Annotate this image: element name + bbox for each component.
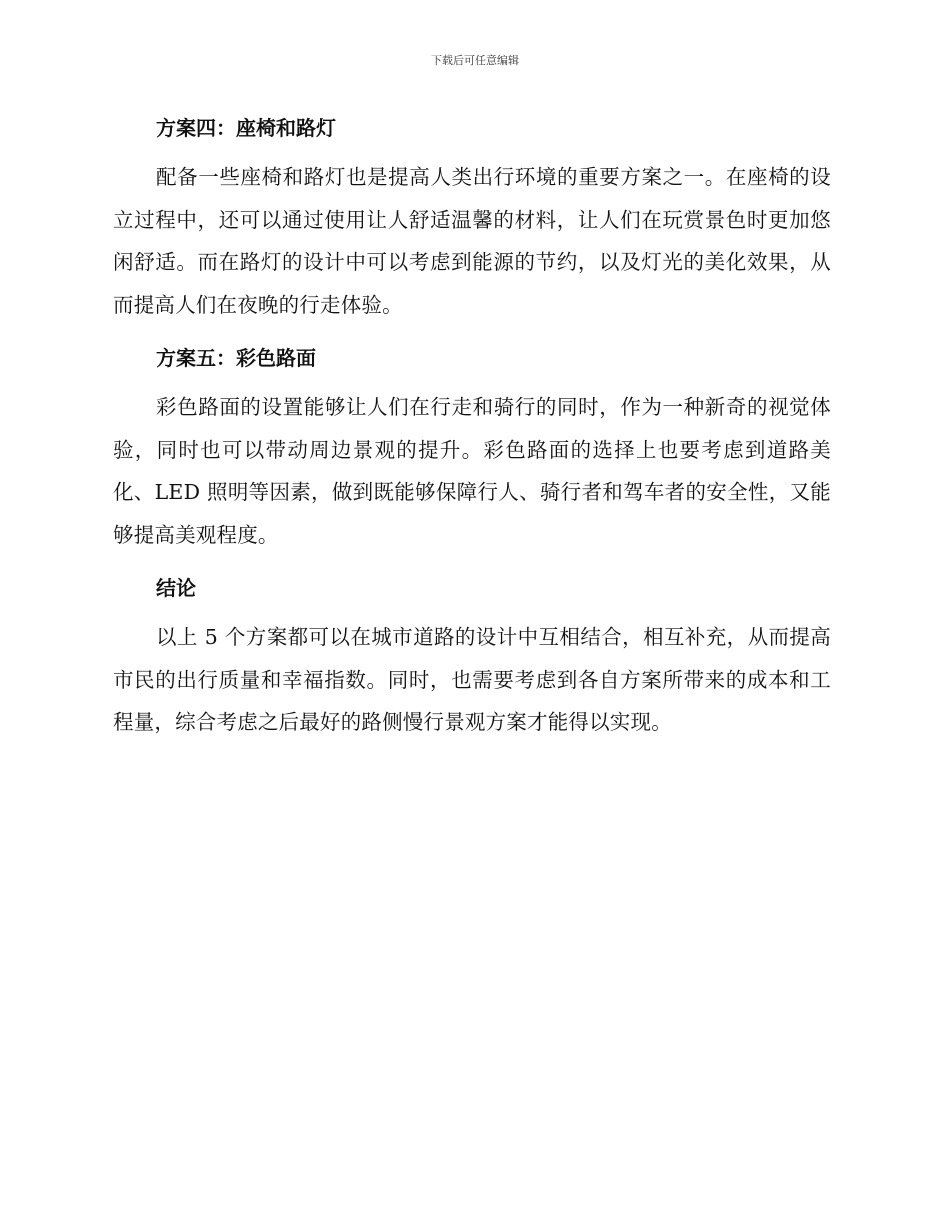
section-heading-colored-pavement: 方案五：彩色路面: [156, 346, 316, 370]
document-body: [113, 108, 831, 756]
section-paragraph-seating-lighting: 配备一些座椅和路灯也是提高人类出行环境的重要方案之一。在座椅的设立过程中，还可以通过使用让人舒适温馨的材料，让人们在玩赏景色时更加悠闲舒适。而在路灯的设计中可以考虑到能源的节约，以及灯光的美化效果，从而提高人们在夜晚的行走体验。: [113, 165, 831, 317]
section-paragraph-colored-pavement: 彩色路面的设置能够让人们在行走和骑行的同时，作为一种新奇的视觉体验，同时也可以带动周边景观的提升。彩色路面的选择上也要考虑到道路美化、LED 照明等因素，做到既能够保障行人、骑行者和驾车者的安全性，又能够提高美观程度。: [113, 395, 831, 547]
section-heading-conclusion: 结论: [156, 576, 196, 600]
page-header: 下载后可任意编辑: [431, 54, 519, 67]
section-paragraph-conclusion: 以上 5 个方案都可以在城市道路的设计中互相结合，相互补充，从而提高市民的出行质量和幸福指数。同时，也需要考虑到各自方案所带来的成本和工程量，综合考虑之后最好的路侧慢行景观方案才能得以实现。: [113, 625, 831, 734]
section-heading-seating-lighting: 方案四：座椅和路灯: [156, 116, 336, 140]
